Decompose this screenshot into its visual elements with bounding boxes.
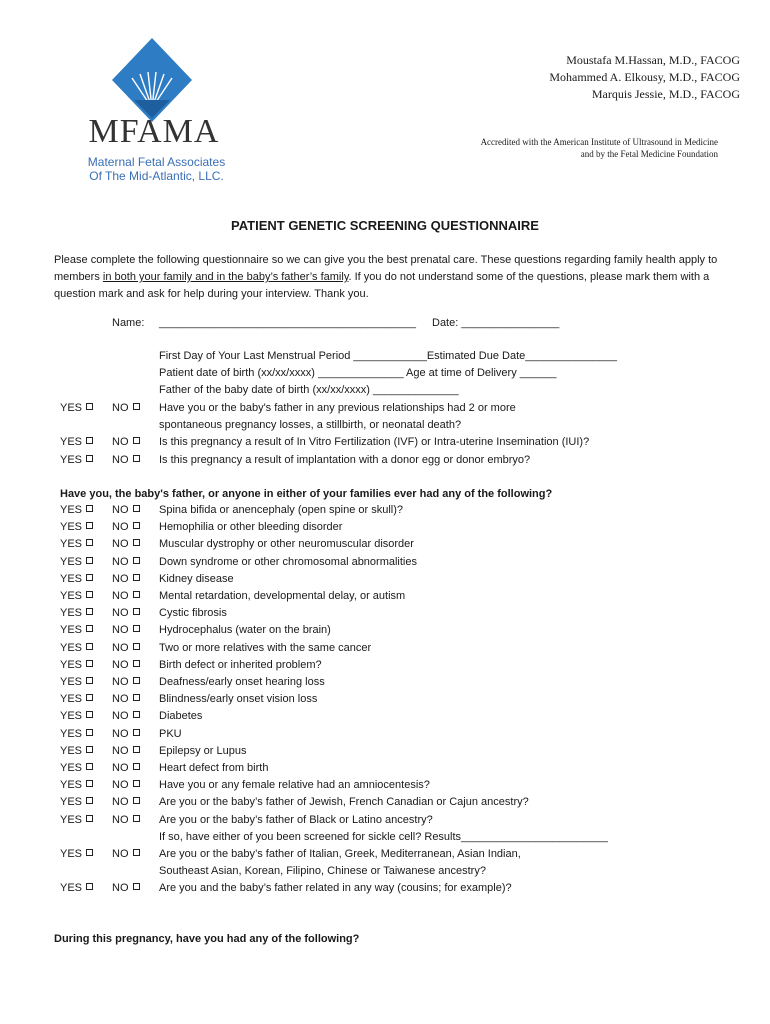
yes-checkbox[interactable] [60,674,93,691]
no-checkbox[interactable] [112,777,140,794]
no-checkbox[interactable] [112,708,140,725]
question-text-continued: Southeast Asian, Korean, Filipino, Chinese or Taiwanese ancestry? [159,865,486,878]
no-checkbox[interactable] [112,571,140,588]
yes-checkbox[interactable] [60,588,93,605]
no-checkbox[interactable] [112,536,140,553]
yes-label: YES [60,693,83,706]
question-text: Diabetes [159,710,203,723]
checkbox-square[interactable] [133,780,140,787]
no-label: NO [112,572,129,585]
no-checkbox[interactable] [112,760,140,777]
checkbox-square[interactable] [86,403,93,410]
yes-label: YES [60,848,83,860]
checkbox-square[interactable] [86,574,93,581]
question-text: Heart defect from birth [159,762,269,774]
checkbox-square[interactable] [86,711,93,718]
yes-label: YES [60,744,83,757]
intro-text-2: . If you do not understand some of the questions, please mark them with a question mark and ask for help during your interview. Thank you. [54,271,710,300]
checkbox-square[interactable] [86,780,93,787]
no-checkbox[interactable] [112,794,140,811]
yes-label: YES [60,555,83,568]
yes-checkbox[interactable] [60,452,93,469]
accreditation-line: and by the Fetal Medicine Foundation [580,149,718,159]
yes-label: YES [60,572,83,585]
checkbox-square[interactable] [133,437,140,444]
checkbox-square[interactable] [86,455,93,462]
checkbox-square[interactable] [133,455,140,462]
family-history-heading: Have you, the baby's father, or anyone in either of your families ever had any of the following? [60,488,553,500]
no-label: NO [112,744,129,757]
no-label: NO [112,607,129,620]
checkbox-square[interactable] [86,437,93,444]
no-label: NO [112,796,129,809]
no-label: NO [112,624,129,637]
date-field[interactable]: Date: ________________ [432,317,560,329]
question-text: Is this pregnancy a result of implantation with a donor egg or donor embryo? [159,453,531,466]
no-checkbox[interactable] [112,434,140,451]
checkbox-square[interactable] [133,677,140,684]
yes-checkbox[interactable] [60,605,93,622]
checkbox-square[interactable] [133,763,140,770]
checkbox-square[interactable] [86,797,93,804]
question-text: Spina bifida or anencephaly (open spine or skull)? [159,504,403,516]
intro-paragraph [54,252,744,303]
no-checkbox[interactable] [112,452,140,469]
no-label: NO [112,727,129,740]
checkbox-square[interactable] [86,625,93,632]
yes-label: YES [60,504,83,516]
no-label: NO [112,813,129,826]
question-text: Deafness/early onset hearing loss [159,676,325,688]
checkbox-square[interactable] [133,797,140,804]
no-checkbox[interactable] [112,743,140,760]
no-label: NO [112,641,129,654]
no-label: NO [112,521,129,534]
checkbox-square[interactable] [133,643,140,650]
no-checkbox[interactable] [112,622,140,639]
checkbox-square[interactable] [133,608,140,615]
checkbox-square[interactable] [133,591,140,598]
pregnancy-heading: During this pregnancy, have you had any of the following? [54,933,360,945]
no-checkbox[interactable] [112,691,140,708]
yes-label: YES [60,813,83,826]
no-label: NO [112,538,129,551]
checkbox-square[interactable] [86,849,93,856]
no-label: NO [112,848,129,860]
checkbox-square[interactable] [133,694,140,701]
checkbox-square[interactable] [86,505,93,512]
yes-checkbox[interactable] [60,812,93,829]
yes-label: YES [60,779,83,792]
no-checkbox[interactable] [112,519,140,536]
yes-checkbox[interactable] [60,434,93,451]
yes-label: YES [60,658,83,671]
yes-label: YES [60,453,83,466]
patient-dob-field[interactable]: Patient date of birth (xx/xx/xxxx) ______________ Age at time of Delivery ______ [159,367,557,379]
name-label: Name: [112,317,145,329]
no-checkbox[interactable] [112,880,140,897]
father-dob-field[interactable]: Father of the baby date of birth (xx/xx/xxxx) ______________ [159,384,459,396]
no-label: NO [112,676,129,688]
question-text: Have you or any female relative had an amniocentesis? [159,779,430,792]
checkbox-square[interactable] [86,729,93,736]
question-text-continued: spontaneous pregnancy losses, a stillbirth, or neonatal death? [159,419,462,432]
yes-label: YES [60,710,83,723]
checkbox-square[interactable] [133,505,140,512]
question-text-continued: If so, have either of you been screened for sickle cell? Results________________________ [159,830,608,843]
checkbox-square[interactable] [133,660,140,667]
question-text: Mental retardation, developmental delay, or autism [159,590,406,602]
checkbox-square[interactable] [133,849,140,856]
no-checkbox[interactable] [112,812,140,829]
yes-checkbox[interactable] [60,794,93,811]
yes-checkbox[interactable] [60,502,93,519]
question-text: Have you or the baby's father in any previous relationships had 2 or more [159,402,516,414]
no-label: NO [112,710,129,723]
logo-text: MFAMA [88,113,220,150]
intro-underlined: in both your family and in the baby’s father’s family [102,271,349,283]
no-checkbox[interactable] [112,588,140,605]
yes-checkbox[interactable] [60,640,93,657]
no-label: NO [112,762,129,774]
yes-label: YES [60,762,83,774]
question-text: Are you or the baby’s father of Jewish, French Canadian or Cajun ancestry? [159,796,529,809]
checkbox-square[interactable] [86,746,93,753]
question-text: Cystic fibrosis [159,607,227,620]
yes-checkbox[interactable] [60,708,93,725]
yes-checkbox[interactable] [60,777,93,794]
question-text: Are you or the baby’s father of Italian, Greek, Mediterranean, Asian Indian, [159,848,521,860]
checkbox-square[interactable] [86,591,93,598]
question-text: Birth defect or inherited problem? [159,658,322,671]
checkbox-square[interactable] [133,539,140,546]
yes-label: YES [60,727,83,740]
yes-checkbox[interactable] [60,743,93,760]
yes-checkbox[interactable] [60,760,93,777]
checkbox-square[interactable] [133,883,140,890]
intro-text: Please complete the following questionnaire so we can give you the best prenatal care. These questions regarding family health apply to members [54,254,718,283]
no-label: NO [112,504,129,516]
no-label: NO [112,555,129,568]
yes-label: YES [60,641,83,654]
doctor-name: Marquis Jessie, M.D., FACOG [591,87,740,101]
yes-checkbox[interactable] [60,846,93,863]
checkbox-square[interactable] [133,403,140,410]
checkbox-square[interactable] [133,711,140,718]
checkbox-square[interactable] [133,815,140,822]
checkbox-square[interactable] [86,660,93,667]
no-checkbox[interactable] [112,657,140,674]
checkbox-square[interactable] [133,574,140,581]
doctor-name: Moustafa M.Hassan, M.D., FACOG [566,53,740,67]
yes-label: YES [60,607,83,620]
no-label: NO [112,453,129,466]
checkbox-square[interactable] [133,557,140,564]
yes-label: YES [60,882,83,895]
no-checkbox[interactable] [112,554,140,571]
question-text: Kidney disease [159,572,234,585]
logo-subtitle-2: Of The Mid-Atlantic, LLC. [89,169,224,183]
doctor-name: Mohammed A. Elkousy, M.D., FACOG [549,70,740,84]
yes-label: YES [60,590,83,602]
checkbox-square[interactable] [86,522,93,529]
checkbox-square[interactable] [86,608,93,615]
question-text: Hydrocephalus (water on the brain) [159,624,331,637]
no-checkbox[interactable] [112,502,140,519]
checkbox-square[interactable] [133,625,140,632]
no-label: NO [112,590,129,602]
no-label: NO [112,882,129,895]
lmp-field[interactable]: First Day of Your Last Menstrual Period ____________Estimated Due Date_______________ [159,350,618,362]
accreditation-line: Accredited with the American Institute of Ultrasound in Medicine [480,137,718,147]
no-label: NO [112,779,129,792]
page-title: PATIENT GENETIC SCREENING QUESTIONNAIRE [231,218,539,233]
question-text: Are you and the baby’s father related in any way (cousins; for example)? [159,882,512,895]
yes-checkbox[interactable] [60,554,93,571]
no-label: NO [112,402,129,414]
checkbox-square[interactable] [86,883,93,890]
checkbox-square[interactable] [133,729,140,736]
checkbox-square[interactable] [86,677,93,684]
checkbox-square[interactable] [86,815,93,822]
yes-checkbox[interactable] [60,691,93,708]
checkbox-square[interactable] [133,746,140,753]
yes-label: YES [60,402,83,414]
checkbox-square[interactable] [86,539,93,546]
checkbox-square[interactable] [86,763,93,770]
yes-label: YES [60,521,83,534]
yes-checkbox[interactable] [60,400,93,417]
question-text: Blindness/early onset vision loss [159,693,318,706]
yes-checkbox[interactable] [60,536,93,553]
logo-subtitle: Maternal Fetal Associates [87,155,226,169]
no-checkbox[interactable] [112,846,140,863]
yes-checkbox[interactable] [60,726,93,743]
question-text: Muscular dystrophy or other neuromuscular disorder [159,538,414,551]
no-checkbox[interactable] [112,605,140,622]
checkbox-square[interactable] [86,557,93,564]
question-text: Down syndrome or other chromosomal abnormalities [159,555,417,568]
no-checkbox[interactable] [112,726,140,743]
no-label: NO [112,658,129,671]
yes-checkbox[interactable] [60,657,93,674]
question-text: Hemophilia or other bleeding disorder [159,521,343,534]
no-checkbox[interactable] [112,640,140,657]
yes-checkbox[interactable] [60,571,93,588]
checkbox-square[interactable] [133,522,140,529]
question-text: Are you or the baby’s father of Black or Latino ancestry? [159,813,433,826]
question-text: Is this pregnancy a result of In Vitro Fertilization (IVF) or Intra-uterine Insemination (IUI)? [159,436,590,449]
yes-checkbox[interactable] [60,880,93,897]
name-field[interactable]: __________________________________________ [159,317,416,329]
yes-label: YES [60,796,83,809]
yes-checkbox[interactable] [60,622,93,639]
no-checkbox[interactable] [112,400,140,417]
yes-checkbox[interactable] [60,519,93,536]
checkbox-square[interactable] [86,643,93,650]
checkbox-square[interactable] [86,694,93,701]
yes-label: YES [60,676,83,688]
no-label: NO [112,693,129,706]
yes-label: YES [60,624,83,637]
question-text: PKU [159,727,182,740]
no-label: NO [112,436,129,449]
question-text: Epilepsy or Lupus [159,744,247,757]
yes-label: YES [60,436,83,449]
no-checkbox[interactable] [112,674,140,691]
question-text: Two or more relatives with the same cancer [159,641,372,654]
yes-label: YES [60,538,83,551]
